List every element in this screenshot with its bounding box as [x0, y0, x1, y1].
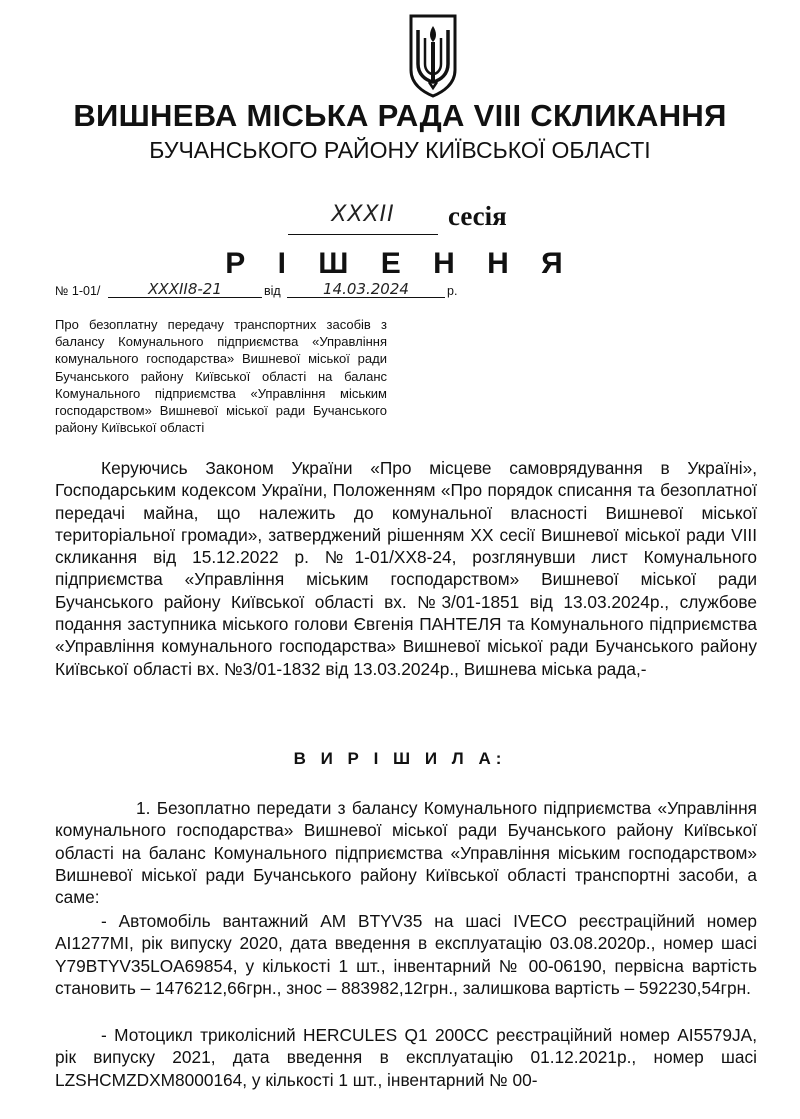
decision-title: Р І Ш Е Н Н Я	[225, 247, 575, 280]
decision-date-value: 14.03.2024	[287, 280, 445, 298]
decision-number-prefix: № 1-01/	[55, 284, 101, 298]
council-name: ВИШНЕВА МІСЬКА РАДА VIII СКЛИКАННЯ	[73, 98, 727, 133]
ukraine-trident-icon	[405, 12, 461, 98]
decision-date-prefix: від	[264, 284, 281, 298]
decision-date-suffix: р.	[447, 284, 458, 298]
district-name: БУЧАНСЬКОГО РАЙОНУ КИЇВСЬКОЇ ОБЛАСТІ	[149, 137, 651, 163]
preamble-paragraph: Керуючись Законом України «Про місцеве самоврядування в Україні», Господарським кодексом України, Положенням «Про порядок списання та безоплатної передачі майна, що належить до комунальної власності Вишневої міської територіальної громади», затверджений рішенням ХХ сесії Вишневої міської ради VIII скликання від 15.12.2022 р. №1-01/ХХ8-24, розглянувши лист Комунального підприємства «Управління міським господарством» Вишневої міської ради Бучанського району Київської області вх. №3/01-1851 від 13.03.2024р., службове подання заступника міського голови Євгенія ПАНТЕЛЯ та Комунального підприємства «Управління комунального господарства» Вишневої міської ради Бучанського району Київської області вх. №3/01-1832 від 13.03.2024р., Вишнева міська рада,-	[55, 458, 757, 679]
resolved-heading: В И Р І Ш И Л А:	[293, 749, 507, 768]
vehicle-item: - Автомобіль вантажний AM BTYV35 на шасі IVECO реєстраційний номер АІ1277МІ, рік випуску 2020, дата введення в експлуатацію 03.08.2020р., номер шасі Y79BTYV35LOA69854, у кількості 1 шт., інвентарний № 00-06190, первісна вартість становить – 1476212,66грн., знос – 883982,12грн., залишкова вартість – 592230,54грн.	[55, 911, 757, 998]
session-line	[288, 198, 548, 238]
vehicle-item: - Мотоцикл триколісний HERCULES Q1 200CC реєстраційний номер АІ5579JA, рік випуску 2021, дата введення в експлуатацію 01.12.2021р., номер шасі LZSHCMZDXM8000164, у кількості 1 шт., інвентарний № 00-	[55, 1025, 757, 1090]
decision-number-line	[55, 280, 458, 302]
resolution-item-1: 1. Безоплатно передати з балансу Комунального підприємства «Управління комунального господарства» Вишневої міської ради Бучанського району Київської області на баланс Комунального підприємства «Управління міським господарством» Вишневої міської ради Бучанського району Київської області транспортні засоби, а саме:	[55, 798, 757, 908]
decision-subject: Про безоплатну передачу транспортних засобів з балансу Комунального підприємства «Управління комунального господарства» Вишневої міської ради Бучанського району Київської області на баланс Комунального підприємства «Управління міським господарством» Вишневої міської ради Бучанського району Київської області	[55, 317, 387, 436]
session-label: сесія	[448, 201, 507, 231]
session-number: XXXII	[288, 198, 438, 235]
decision-number-value: XXXII8-21	[108, 280, 262, 298]
